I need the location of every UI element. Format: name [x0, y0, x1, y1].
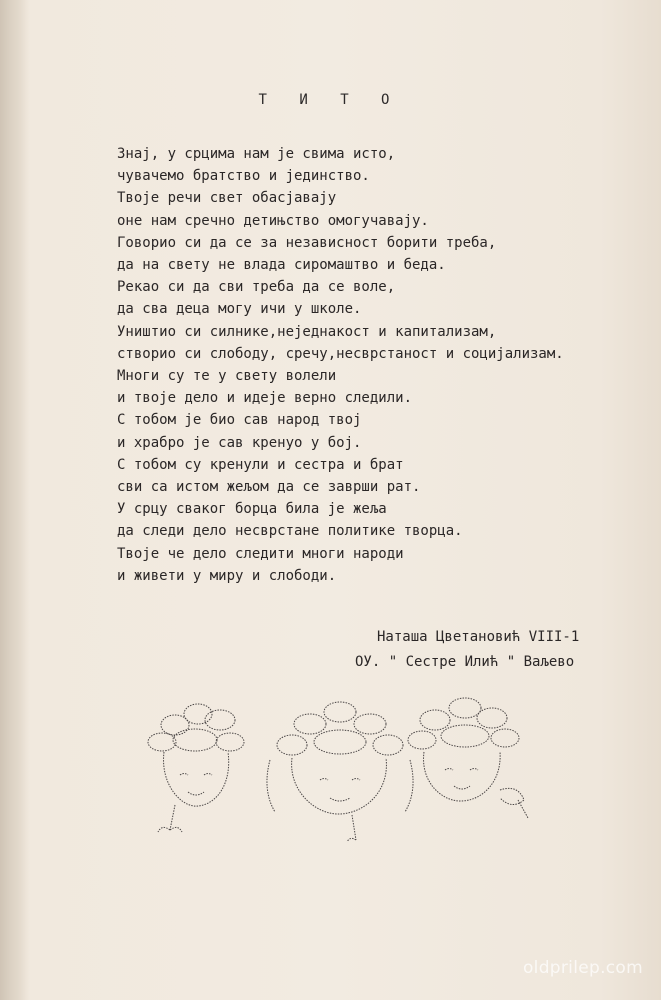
poem-line: С тобом је био сав народ твој [117, 412, 362, 429]
poem-line: С тобом су кренули и сестра и брат [117, 456, 404, 473]
poem-line: Говорио си да се за независност борити треба, [117, 234, 497, 251]
poem-line: Знај, у срцима нам је свима исто, [117, 146, 396, 162]
poem-title: Т И Т О [258, 92, 402, 108]
poem-line: Твоје че дело следити многи народи [117, 545, 404, 562]
flower-girl-drawing-1 [148, 704, 244, 832]
poem-line: оне нам сречно детињство омогучавају. [117, 212, 429, 229]
poem-line: сви са истом жељом да се заврши рат. [117, 479, 421, 496]
flower-girls-illustration [120, 690, 560, 860]
flower-girl-drawing-3 [408, 698, 528, 818]
poem-line: У срцу сваког борца била је жеља [117, 501, 387, 518]
poem-line: Рекао си да сви треба да се воле, [117, 279, 396, 296]
poem-line: да на свету не влада сиромаштво и беда. [117, 257, 446, 274]
poem-line: створио си слободу, сречу,несврстаност и социјализам. [117, 345, 564, 362]
poem-line: Многи су те у свету волели [117, 368, 337, 385]
page-binding-shadow [0, 0, 30, 1000]
poem-line: чувачемо братство и јединство. [117, 168, 370, 185]
poem-line: и храбро је сав кренуо у бој. [117, 434, 362, 451]
poem-line: да сва деца могу ичи у школе. [117, 301, 362, 318]
poem-line: Твоје речи свет обасјавају [117, 190, 337, 207]
author-name: Наташа Цветановић VIII-1 [377, 629, 580, 645]
poem-line: и твоје дело и идеје верно следили. [117, 390, 413, 407]
poem-line: и живети у миру и слободи. [117, 567, 337, 584]
poem-line: да следи дело несврстане политике творца. [117, 523, 463, 540]
poem-body [117, 143, 637, 587]
school-name: ОУ. " Сестре Илић " Ваљево [355, 654, 575, 670]
flower-girl-drawing-2 [267, 702, 413, 842]
site-watermark: oldprilep.com [522, 958, 643, 978]
signature-block [355, 625, 645, 675]
poem-line: Уништио си силнике,неједнакост и капитализам, [117, 323, 497, 340]
